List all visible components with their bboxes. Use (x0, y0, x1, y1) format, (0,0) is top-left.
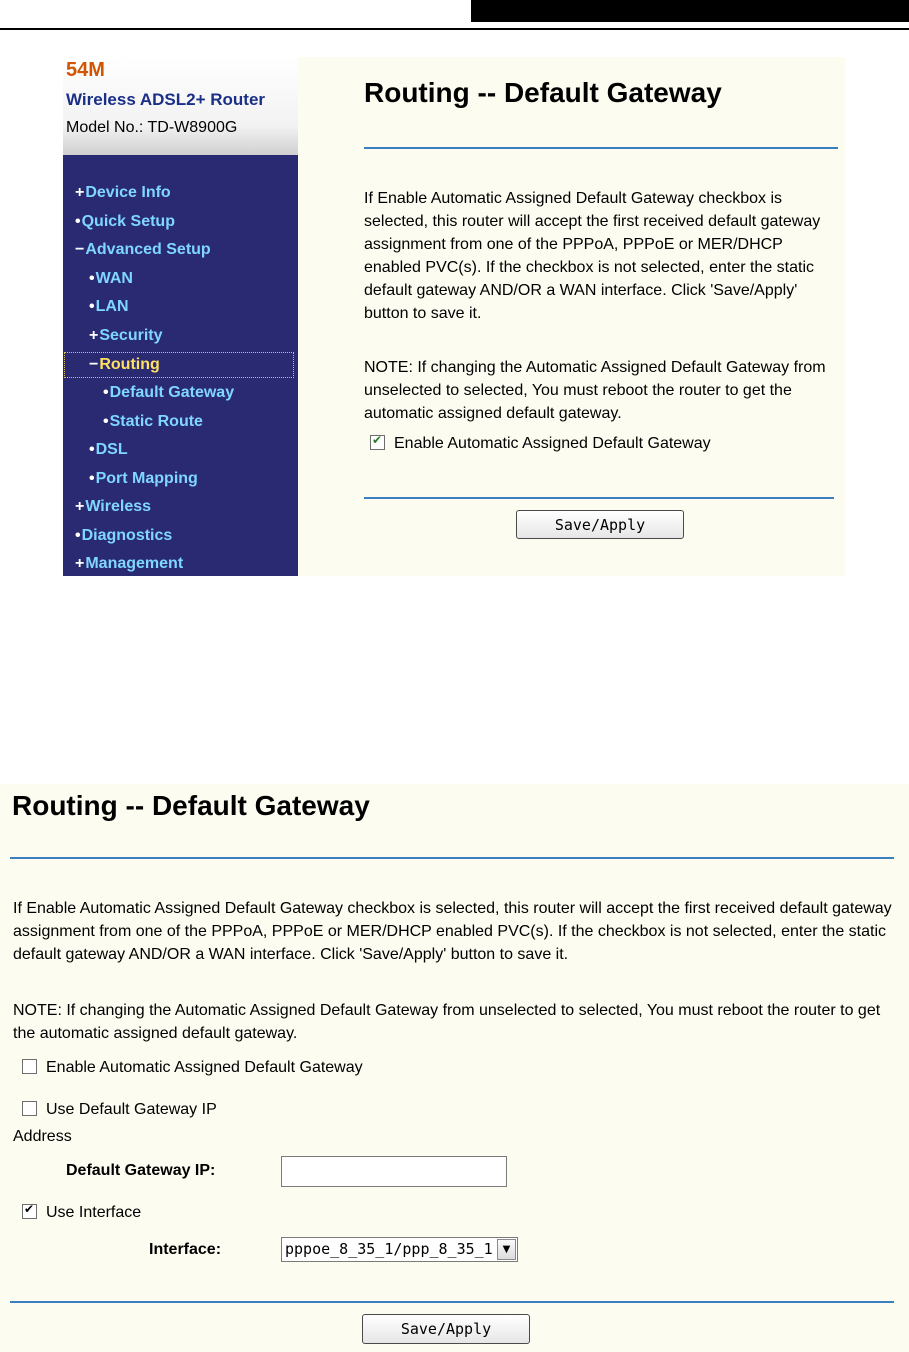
bullet-icon: • (89, 470, 95, 487)
nav-default-gateway[interactable] (103, 381, 234, 405)
nav-static-route[interactable] (103, 410, 203, 434)
nav-diagnostics[interactable] (75, 524, 172, 548)
nav-label: Quick Setup (81, 213, 175, 230)
bullet-icon: • (75, 213, 81, 230)
router-screenshot-1 (63, 57, 845, 576)
expand-icon: + (75, 184, 85, 201)
expand-icon: + (75, 555, 85, 572)
bullet-icon: • (103, 384, 109, 401)
save-apply-button[interactable]: Save/Apply (516, 510, 684, 539)
nav-label: Static Route (109, 413, 203, 430)
use-gateway-ip-label-cont: Address (13, 1128, 72, 1145)
save-apply-button[interactable]: Save/Apply (362, 1314, 530, 1344)
divider (364, 147, 838, 149)
nav-label: Device Info (85, 184, 171, 201)
page-header-bar (471, 0, 909, 22)
collapse-icon: − (75, 241, 85, 258)
use-interface-option[interactable] (22, 1204, 141, 1222)
nav-label: Diagnostics (81, 527, 173, 544)
page-header-rule (0, 28, 909, 30)
bullet-icon: • (89, 298, 95, 315)
gateway-ip-input[interactable] (281, 1156, 507, 1187)
use-interface-label: Use Interface (46, 1204, 142, 1221)
use-gateway-ip-option[interactable] (22, 1101, 217, 1119)
nav-label: WAN (95, 270, 133, 287)
nav-advanced-setup[interactable] (75, 238, 211, 262)
use-gateway-ip-checkbox[interactable] (22, 1101, 37, 1116)
auto-gateway-checkbox[interactable] (22, 1059, 37, 1074)
divider (10, 857, 894, 859)
nav-label: Security (99, 327, 163, 344)
nav-label: Port Mapping (95, 470, 198, 487)
nav-port-mapping[interactable] (89, 467, 198, 491)
nav-label: Wireless (85, 498, 152, 515)
nav-wan[interactable] (89, 267, 133, 291)
nav-management[interactable] (75, 552, 183, 576)
nav-wireless[interactable] (75, 495, 151, 519)
nav-routing[interactable] (65, 353, 293, 377)
content-panel (298, 57, 845, 576)
bullet-icon: • (75, 527, 81, 544)
nav-dsl[interactable] (89, 438, 128, 462)
brand-panel (63, 57, 298, 155)
description-text: If Enable Automatic Assigned Default Gateway checkbox is selected, this router will accept the first received default gateway assignment from one of the PPPoA, PPPoE or MER/DHCP enabled PVC(s). If the checkbox is not selected, enter the static default gateway AND/OR a WAN interface. Click 'Save/Apply' button to save it. (364, 190, 821, 322)
interface-label: Interface: (149, 1241, 222, 1258)
nav-label: Advanced Setup (85, 241, 211, 258)
nav-label: LAN (95, 298, 129, 315)
collapse-icon: − (89, 356, 99, 373)
description-text: If Enable Automatic Assigned Default Gateway checkbox is selected, this router will accept the first received default gateway assignment from one of the PPPoA, PPPoE or MER/DHCP enabled PVC(s). If the checkbox is not selected, enter the static default gateway AND/OR a WAN interface. Click 'Save/Apply' button to save it. (13, 900, 892, 963)
note-text: NOTE: If changing the Automatic Assigned Default Gateway from unselected to selected, You must reboot the router to get the automatic assigned default gateway. (364, 359, 826, 422)
page-title: Routing -- Default Gateway (364, 77, 722, 108)
nav-label: Routing (99, 356, 160, 373)
router-screenshot-2 (0, 784, 909, 1352)
brand-speed: 54M (66, 59, 105, 81)
expand-icon: + (75, 498, 85, 515)
page-title: Routing -- Default Gateway (12, 790, 370, 821)
use-gateway-ip-label: Use Default Gateway IP (46, 1101, 217, 1118)
divider (10, 1301, 894, 1303)
note-text: NOTE: If changing the Automatic Assigned Default Gateway from unselected to selected, You must reboot the router to get the automatic assigned default gateway. (13, 1002, 881, 1042)
nav-quick-setup[interactable] (75, 210, 175, 234)
bullet-icon: • (89, 441, 95, 458)
auto-gateway-option[interactable] (370, 435, 711, 453)
auto-gateway-checkbox[interactable] (370, 435, 385, 450)
nav-lan[interactable] (89, 295, 129, 319)
nav-label: DSL (95, 441, 128, 458)
bullet-icon: • (89, 270, 95, 287)
brand-model: Model No.: TD-W8900G (66, 119, 238, 136)
expand-icon: + (89, 327, 99, 344)
use-interface-checkbox[interactable] (22, 1204, 37, 1219)
nav-device-info[interactable] (75, 181, 171, 205)
auto-gateway-label: Enable Automatic Assigned Default Gateway (394, 435, 711, 452)
gateway-ip-label: Default Gateway IP: (66, 1162, 216, 1179)
auto-gateway-label: Enable Automatic Assigned Default Gateway (46, 1059, 363, 1076)
nav-security[interactable] (89, 324, 162, 348)
interface-select[interactable] (281, 1237, 518, 1262)
interface-select-value: pppoe_8_35_1/ppp_8_35_1 (285, 1240, 493, 1258)
nav-label: Default Gateway (109, 384, 235, 401)
divider (364, 497, 834, 499)
auto-gateway-option[interactable] (22, 1059, 363, 1077)
brand-product: Wireless ADSL2+ Router (66, 90, 266, 109)
bullet-icon: • (103, 413, 109, 430)
sidebar (63, 57, 298, 576)
dropdown-arrow-icon[interactable]: ▼ (497, 1239, 516, 1260)
nav-label: Management (85, 555, 184, 572)
